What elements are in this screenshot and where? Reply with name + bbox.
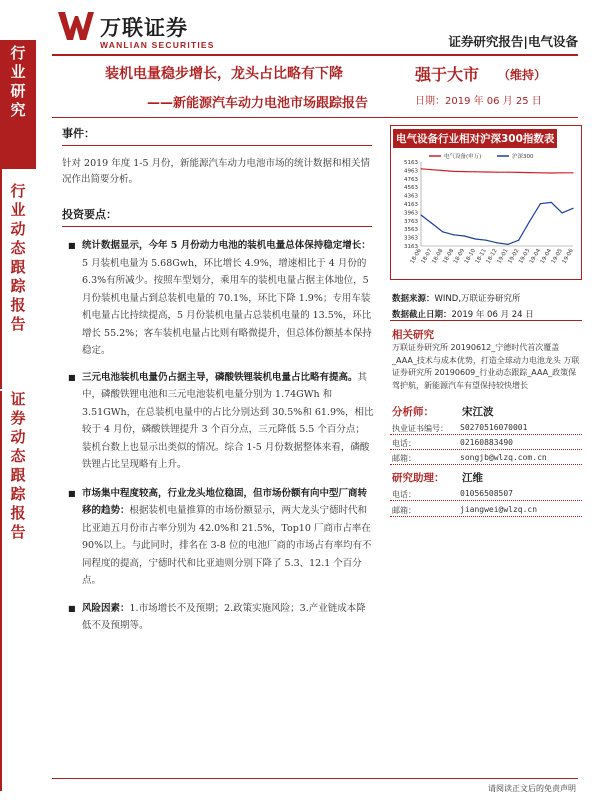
info-value: 02160883490 [460,438,513,447]
point-lead: 三元电池装机电量仍占据主导，磷酸铁锂装机电量占比略有提高。 [82,371,358,383]
x-tick-label: 19-01 [496,248,510,265]
chart-title: 电气设备行业相对沪深300指数表 [393,129,557,148]
side-label-securities-dynamic: 证 券 动 态 跟 踪 报 告 [10,390,26,541]
data-source [392,292,521,304]
data-point [562,172,563,173]
info-value: S0270516070001 [460,423,528,432]
data-point [551,202,552,203]
analyst-name: 宋江波 [462,406,494,418]
data-point [518,240,519,241]
data-point [496,242,497,243]
footer-divider [52,778,578,779]
info-key: 电话： [392,490,416,499]
analyst-email[interactable] [392,453,582,464]
report-title: 装机电量稳步增长，龙头占比略有下降 [105,66,343,82]
header-divider [52,54,578,56]
points-heading: 投资要点： [62,208,117,221]
email-link[interactable]: songjb@wlzq.com.cn [460,453,547,462]
data-point [540,203,541,204]
data-point [464,171,465,172]
row-divider [390,464,582,465]
y-tick-label: 3563 [404,227,418,234]
point-text: 其中，磷酸铁锂电池和三元电池装机电量分别为 1.74GWh 和 3.51GWh，在总装机电量中的占比分别达到 30.5%和 61.9%，相比较于 4 月份，磷酸铁锂提升 3 个百分点，三元降低 5.5 个百分点；装机台数上也显示出类似的情况。综合 1-5 月份数据整体来看，磷酸铁锂占比呈现略有上升。 [82,371,374,470]
row-divider [390,434,582,435]
data-point [572,208,573,209]
report-subtitle: ——新能源汽车动力电池市场跟踪报告 [147,96,369,111]
x-tick-label: 18-12 [485,248,499,265]
data-point [431,223,432,224]
event-heading: 事件： [62,127,95,140]
y-tick-label: 5163 [404,160,418,166]
data-point [464,235,465,236]
logo-chinese-name: 万联证券 [100,16,188,40]
x-tick-label: 18-08 [431,248,445,265]
chart-plot [391,148,581,280]
point-item [62,369,374,474]
data-source-label: 数据来源： [392,294,435,304]
side-banner [0,0,36,800]
x-tick-label: 19-02 [507,248,521,265]
data-point [475,171,476,172]
point-text: 根据装机电量推算的市场份额显示，两大龙头宁德时代和比亚迪五月份市占率分别为 42.0%和 21.5%，Top10 厂商市占率在 90%以上。与此同时，排名在 3-8 位的电池厂商的市场占有率均有不同程度的提高，宁德时代和比亚迪则分别下降了 5.3、12.1 个百分点。 [82,505,372,586]
info-key: 邮箱： [392,506,416,515]
x-tick-label: 19-06 [561,248,575,265]
point-text: 5 月装机电量为 5.68Gwh，环比增长 4.9%，增速相比于 4 月份的 6.3%有所减少。按照车型划分，乘用车的装机电量占据主体地位，5 月份装机电量占到总装机电量的 70.1%，环比下降 1.9%；专用车装机电量占比持续提高，5 月份装机电量占总装机电量的 13.5%，环比增长 55.2%；客车装机电量占比则有略微提升，但总体份额基本保持稳定。 [82,257,372,356]
rating: 强于大市 [415,65,480,84]
main-column [62,125,374,635]
x-tick-label: 18-08 [442,248,456,265]
event-body: 针对 2019 年度 1-5 月份，新能源汽车动力电池市场的统计数据和相关情况作出简要分析。 [62,158,371,185]
y-tick-label: 4563 [404,185,418,192]
point-text: 1.市场增长不及预期；2.政策实施风险；3.产业链成本降低不及预期等。 [82,602,366,631]
index-chart [390,125,582,280]
point-lead: 统计数据显示，今年 5 月份动力电池的装机电量总体保持稳定增长： [82,240,371,251]
legend-label: 电气设备(申万) [444,154,482,160]
x-tick-label: 18-09 [452,248,467,265]
x-tick-label: 19-03 [518,248,532,265]
x-tick-label: 19-04 [539,248,554,265]
info-key: 电话： [392,439,416,448]
analyst-heading: 分析师： [392,406,434,418]
email-link[interactable]: jiangwei@wlzq.cn [460,505,538,514]
data-point [507,244,508,245]
x-tick-label: 18-06 [409,248,423,265]
data-cutoff [392,308,534,320]
data-point [442,231,443,232]
related-list: 万联证券研究所 20190612_宁德时代首次覆盖_AAA_技术与成本优势，打造全球动力电池龙头 万联证券研究所 20190609_行业动态跟踪_AAA_政策保驾护航，新能源汽车有望保持较快增长 [392,343,580,390]
data-point [475,238,476,239]
x-tick-label: 18-11 [474,248,488,265]
data-cutoff-label: 数据截止日期： [392,310,452,320]
data-cutoff-text: 2019 年 06 月 24 日 [451,310,534,320]
series-line-csi300 [421,202,573,244]
data-point [442,170,443,171]
points-divider [62,226,372,227]
logo-english-name: WANLIAN SECURITIES [100,40,215,50]
data-point [486,171,487,172]
point-lead: 市场集中程度较高，行业龙头地位稳固，但市场份额有向中型厂商转移的趋势： [82,487,368,516]
y-tick-label: 3163 [404,244,418,250]
y-tick-label: 3763 [404,218,418,225]
data-point [540,172,541,173]
title-divider [52,117,578,118]
row-divider [390,500,582,501]
report-date: 日期：2019 年 06 月 25 日 [415,96,542,107]
data-source-text: WIND,万联证券研究所 [434,294,521,304]
info-key: 邮箱： [392,454,416,463]
data-point [496,172,497,173]
event-divider [62,145,372,146]
data-point [572,172,573,173]
assistant-name: 江维 [462,472,483,484]
report-type: 证券研究报告|电气设备 [448,34,578,49]
data-point [529,221,530,222]
y-tick-label: 4363 [404,193,418,200]
related-heading: 相关研究 [392,329,434,341]
side-label-industry-dynamic: 行 业 动 态 跟 踪 报 告 [10,182,26,333]
x-tick-label: 18-07 [420,248,434,265]
data-point [431,169,432,170]
wanlian-logo-icon [58,12,94,40]
analyst-phone [392,438,582,449]
y-tick-label: 3363 [404,235,418,242]
y-tick-label: 4963 [404,168,418,175]
info-key: 执业证书编号： [392,424,448,433]
assistant-heading: 研究助理： [392,472,445,484]
data-point [420,214,421,215]
data-point [507,172,508,173]
point-item [62,600,374,635]
y-tick-label: 3963 [404,210,418,217]
data-point [551,172,552,173]
rating-note: （维持） [498,68,547,82]
data-point [486,240,487,241]
right-divider [390,320,582,321]
y-tick-label: 4763 [404,176,418,183]
assistant-phone [392,489,582,500]
point-lead: 风险因素： [82,602,130,614]
data-point [562,212,563,213]
data-point [529,172,530,173]
row-divider [390,449,582,450]
data-point [453,171,454,172]
assistant-email[interactable] [392,505,582,516]
x-tick-label: 18-10 [463,248,478,265]
data-point [453,234,454,235]
row-divider [390,516,582,517]
data-point [420,168,421,169]
info-value: 01056508507 [460,489,513,498]
point-item [62,237,374,360]
side-label-industry-research: 行 业 研 究 [10,44,26,119]
x-tick-label: 19-05 [550,248,564,265]
point-item [62,485,374,590]
disclaimer-note[interactable]: 请阅读正文后的免责声明 [488,784,576,793]
x-tick-label: 19-04 [528,248,543,265]
y-tick-label: 4163 [404,202,418,208]
analyst-license [392,423,582,434]
data-point [518,172,519,173]
legend-label: 沪深300 [512,154,534,160]
company-logo [58,10,218,50]
